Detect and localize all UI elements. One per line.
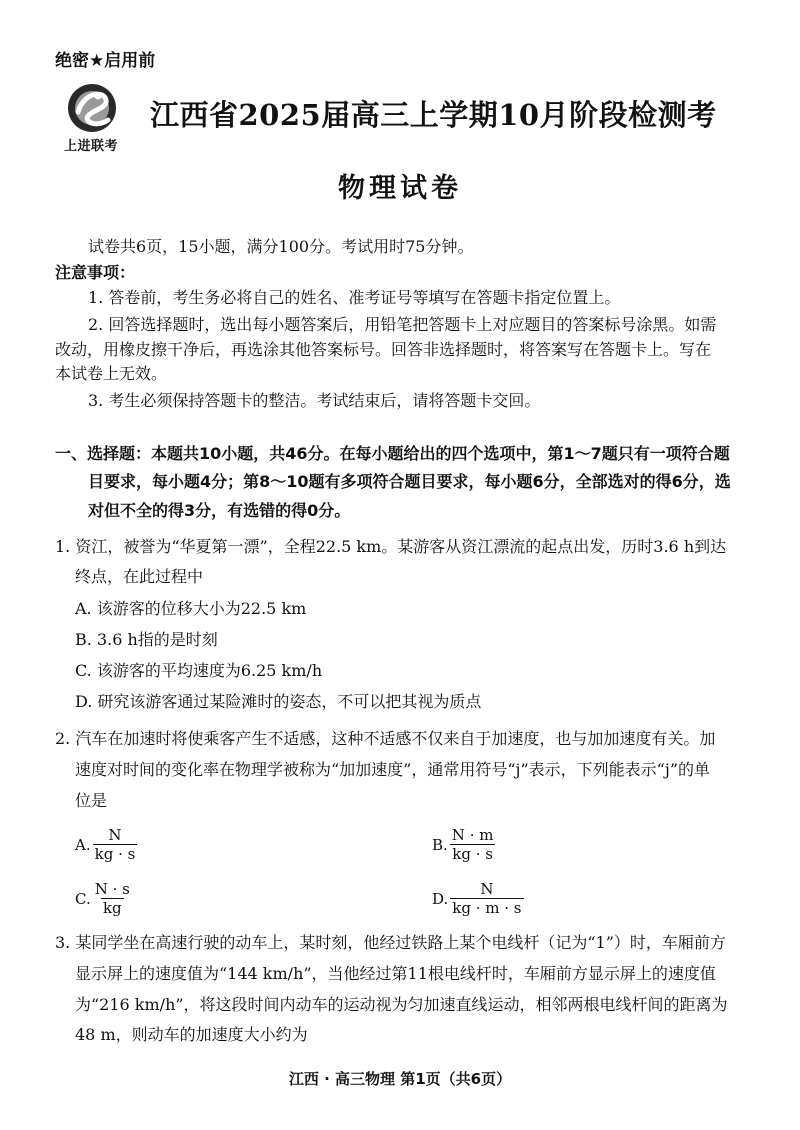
q2-stem-line2: 速度对时间的变化率在物理学被称为“加加速度”，通常用符号“j”表示，下列能表示“j”的单 bbox=[75, 760, 711, 779]
fraction-denominator: kg · m · s bbox=[452, 899, 522, 917]
section1-line2: 目要求，每小题4分；第8～10题有多项符合题目要求，每小题6分，全部选对的得6分，选 bbox=[88, 472, 731, 491]
section1-line1: 一、选择题：本题共10小题，共46分。在每小题给出的四个选项中，第1～7题只有一项符合题 bbox=[55, 444, 730, 463]
fraction-numerator: N bbox=[108, 826, 122, 844]
secret-label: 绝密★启用前 bbox=[55, 51, 156, 71]
option-label: D. bbox=[432, 889, 449, 908]
page-footer: 江西 · 高三物理 第1页（共6页） bbox=[288, 1070, 512, 1088]
q2-option-a bbox=[75, 826, 137, 863]
option-label: B. bbox=[432, 835, 448, 854]
logo-text: 上进联考 bbox=[64, 139, 119, 154]
q2-option-d bbox=[432, 880, 524, 917]
fraction-numerator: N · s bbox=[94, 880, 130, 898]
option-label: A. bbox=[75, 835, 91, 854]
q2-stem-line3: 位是 bbox=[75, 791, 108, 810]
notice-1: 1. 答卷前，考生务必将自己的姓名、准考证号等填写在答题卡指定位置上。 bbox=[88, 288, 621, 307]
section1-line3: 对但不全的得3分，有选错的得0分。 bbox=[88, 501, 351, 520]
q2-stem-line1: 2. 汽车在加速时将使乘客产生不适感，这种不适感不仅来自于加速度，也与加加速度有关。加 bbox=[55, 729, 716, 748]
q2-option-b bbox=[432, 826, 495, 863]
fraction-numerator: N bbox=[480, 880, 494, 898]
q1-option-d: D. 研究该游客通过某险滩时的姿态，不可以把其视为质点 bbox=[75, 692, 482, 711]
q3-stem-line4: 48 m，则动车的加速度大小约为 bbox=[75, 1025, 308, 1044]
q3-stem-line1: 3. 某同学坐在高速行驶的动车上，某时刻，他经过铁路上某个电线杆（记为“1”）时，车厢前方 bbox=[55, 933, 726, 952]
q2-option-c bbox=[75, 880, 132, 917]
q1-stem-line2: 终点，在此过程中 bbox=[75, 567, 204, 586]
exam-title: 江西省2025届高三上学期10月阶段检测考 bbox=[150, 98, 717, 132]
fraction-numerator: N · m bbox=[451, 826, 494, 844]
option-label: C. bbox=[75, 889, 91, 908]
notice-2-line3: 本试卷上无效。 bbox=[55, 364, 168, 383]
fraction-denominator: kg · s bbox=[452, 845, 493, 863]
notice-2-line1: 2. 回答选择题时，选出每小题答案后，用铅笔把答题卡上对应题目的答案标号涂黑。如需 bbox=[88, 315, 717, 334]
notice-2-line2: 改动，用橡皮擦干净后，再选涂其他答案标号。回答非选择题时，将答案写在答题卡上。写在 bbox=[55, 340, 712, 359]
q3-stem-line2: 显示屏上的速度值为“144 km/h”，当他经过第11根电线杆时，车厢前方显示屏上的速度值 bbox=[75, 964, 716, 983]
fraction-denominator: kg bbox=[102, 899, 122, 917]
notice-3: 3. 考生必须保持答题卡的整洁。考试结束后，请将答题卡交回。 bbox=[88, 391, 541, 410]
intro-text: 试卷共6页，15小题，满分100分。考试用时75分钟。 bbox=[88, 237, 474, 256]
q1-option-a: A. 该游客的位移大小为22.5 km bbox=[75, 599, 307, 618]
fraction-denominator: kg · s bbox=[94, 845, 136, 863]
notice-title: 注意事项： bbox=[55, 263, 136, 282]
q1-stem-line1: 1. 资江，被誉为“华夏第一漂”，全程22.5 km。某游客从资江漂流的起点出发，历时3.6 h到达 bbox=[55, 537, 727, 556]
exam-subtitle: 物理试卷 bbox=[338, 173, 462, 204]
q1-option-c: C. 该游客的平均速度为6.25 km/h bbox=[75, 661, 323, 680]
q1-option-b: B. 3.6 h指的是时刻 bbox=[75, 630, 218, 649]
q3-stem-line3: 为“216 km/h”，将这段时间内动车的运动视为匀加速直线运动，相邻两根电线杆间的距离为 bbox=[75, 995, 728, 1014]
